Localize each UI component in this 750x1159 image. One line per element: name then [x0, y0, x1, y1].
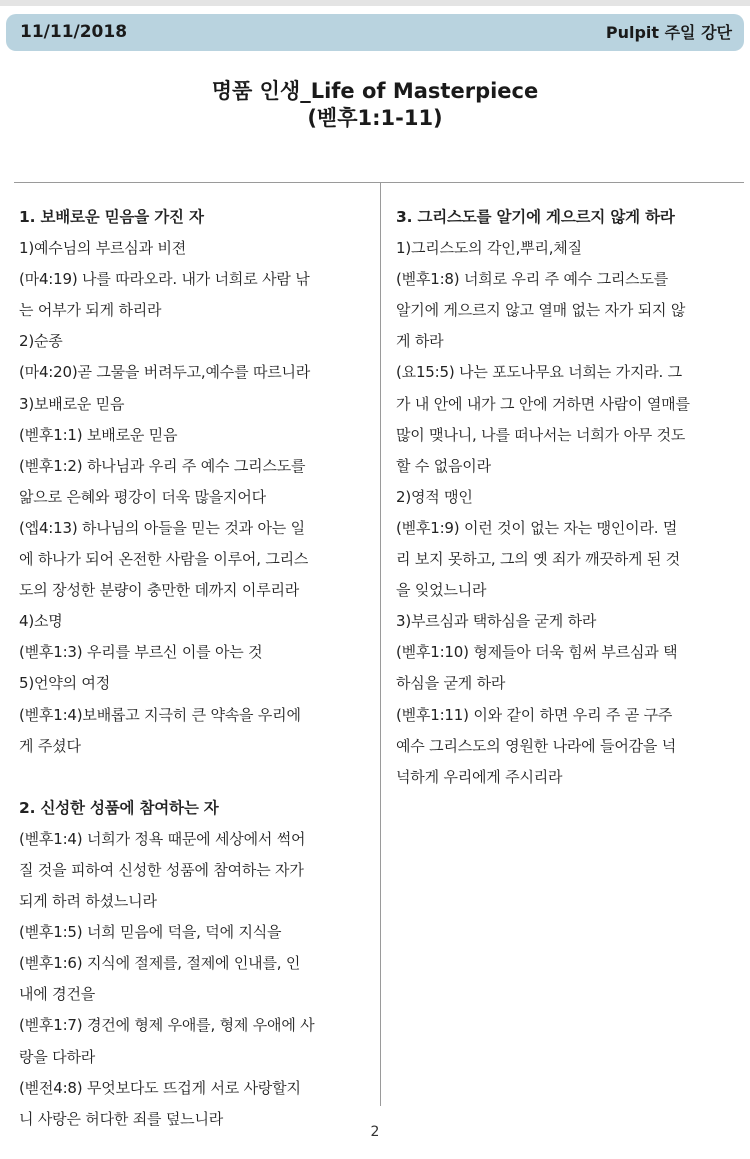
text-line: 하심을 굳게 하라 [396, 674, 506, 693]
text-line: (벧후1:7) 경건에 형제 우애를, 형제 우애에 사 [19, 1016, 315, 1035]
text-line: 는 어부가 되게 하리라 [19, 301, 162, 320]
text-line: (벧후1:1) 보배로운 믿음 [19, 425, 178, 444]
text-line: (마4:19) 나를 따라오라. 내가 너희로 사람 낚 [19, 270, 310, 289]
section-heading-1: 1. 보배로운 믿음을 가진 자 [19, 208, 204, 226]
text-line: 랑을 다하라 [19, 1047, 96, 1066]
text-line: 도의 장성한 분량이 충만한 데까지 이루리라 [19, 581, 300, 600]
text-line: 4)소명 [19, 612, 63, 631]
text-line: (벧후1:10) 형제들아 더욱 힘써 부르심과 택 [396, 643, 678, 662]
text-line: 할 수 없음이라 [396, 456, 491, 475]
text-line: 앎으로 은혜와 평강이 더욱 많을지어다 [19, 487, 266, 506]
text-line: 게 주셨다 [19, 736, 81, 755]
title-divider [14, 182, 744, 183]
text-line: (벧후1:3) 우리를 부르신 이를 아는 것 [19, 643, 263, 662]
header-date: 11/11/2018 [20, 22, 128, 42]
text-line: (벧후1:11) 이와 같이 하면 우리 주 곧 구주 [396, 705, 673, 724]
text-line: 2)영적 맹인 [396, 487, 473, 506]
text-line: 리 보지 못하고, 그의 옛 죄가 깨끗하게 된 것 [396, 550, 681, 569]
text-line: 넉하게 우리에게 주시리라 [396, 767, 563, 786]
left-column [19, 202, 371, 1135]
text-line: 게 하라 [396, 332, 444, 351]
text-line: 1)예수님의 부르심과 비젼 [19, 239, 187, 258]
text-line: 3)보배로운 믿음 [19, 394, 125, 413]
sermon-title-main: 명품 인생_Life of Masterpiece [211, 79, 539, 103]
section-spacer [19, 762, 371, 793]
text-line: 1)그리스도의 각인,뿌리,체질 [396, 239, 582, 258]
text-line: 을 잊었느니라 [396, 581, 487, 600]
text-line: (벧후1:5) 너희 믿음에 덕을, 덕에 지식을 [19, 923, 282, 942]
column-divider [380, 183, 381, 1106]
text-line: 예수 그리스도의 영원한 나라에 들어감을 넉 [396, 736, 677, 755]
text-line: 3)부르심과 택하심을 굳게 하라 [396, 612, 597, 631]
text-line: 내에 경건을 [19, 985, 96, 1004]
text-line: (벧후1:6) 지식에 절제를, 절제에 인내를, 인 [19, 954, 301, 973]
text-line: (벧후1:2) 하나님과 우리 주 예수 그리스도를 [19, 456, 306, 475]
text-line: (벧후1:8) 너희로 우리 주 예수 그리스도를 [396, 270, 669, 289]
bulletin-page [0, 6, 750, 1159]
text-line: (벧전4:8) 무엇보다도 뜨겁게 서로 사랑할지 [19, 1078, 301, 1097]
header-bar [6, 14, 744, 51]
text-line: 2)순종 [19, 332, 63, 351]
text-line: 니 사랑은 허다한 죄를 덮느니라 [19, 1109, 224, 1128]
section-heading-2: 2. 신성한 성품에 참여하는 자 [19, 798, 219, 817]
text-line: (엡4:13) 하나님의 아들을 믿는 것과 아는 일 [19, 518, 305, 537]
text-line: (마4:20)곧 그물을 버려두고,예수를 따르니라 [19, 363, 311, 382]
text-line: 많이 맺나니, 나를 떠나서는 너희가 아무 것도 [396, 425, 686, 444]
text-line: 질 것을 피하여 신성한 성품에 참여하는 자가 [19, 860, 304, 879]
text-line: 5)언약의 여정 [19, 674, 111, 693]
text-line: (벧후1:4) 너희가 정욕 때문에 세상에서 썩어 [19, 829, 306, 848]
text-line: (벧후1:4)보배롭고 지극히 큰 약속을 우리에 [19, 705, 301, 724]
right-column [396, 202, 740, 793]
text-line: 되게 하려 하셨느니라 [19, 892, 157, 911]
header-publication: Pulpit 주일 강단 [605, 23, 732, 42]
text-line: (요15:5) 나는 포도나무요 너희는 가지라. 그 [396, 363, 682, 382]
page-number: 2 [370, 1124, 380, 1140]
text-line: 알기에 게으르지 않고 열매 없는 자가 되지 않 [396, 301, 686, 320]
sermon-title-reference: (벧후1:1-11) [307, 106, 443, 130]
section-heading-3: 3. 그리스도를 알기에 게으르지 않게 하라 [396, 208, 675, 226]
text-line: 에 하나가 되어 온전한 사람을 이루어, 그리스 [19, 550, 309, 569]
text-line: 가 내 안에 내가 그 안에 거하면 사람이 열매를 [396, 394, 690, 413]
sermon-title [0, 78, 750, 132]
text-line: (벧후1:9) 이런 것이 없는 자는 맹인이라. 멀 [396, 518, 678, 537]
